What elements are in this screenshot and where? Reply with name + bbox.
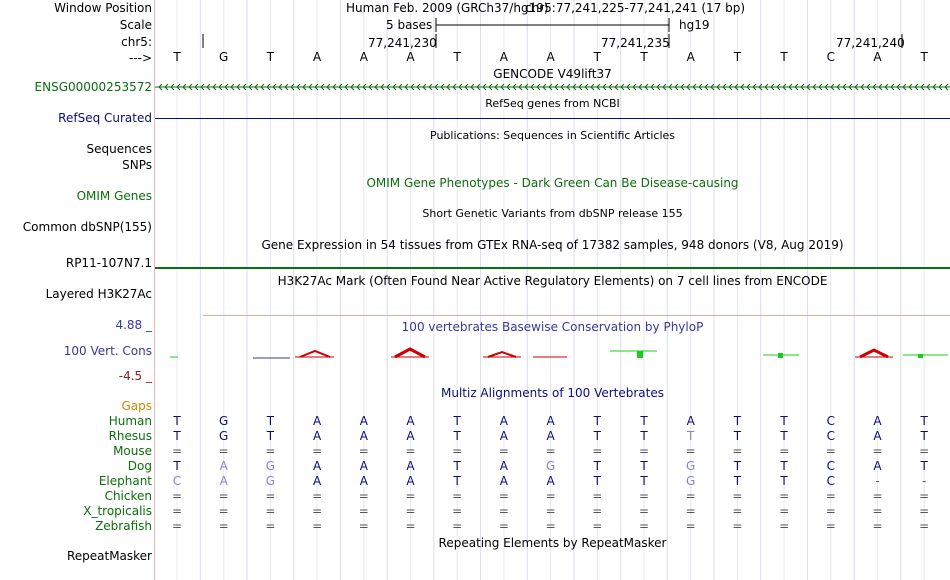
alignment-base: = [452,519,463,533]
alignment-base: = [872,489,883,503]
alignment-base: = [592,489,603,503]
alignment-base: - [922,474,927,488]
alignment-base: = [545,504,556,518]
alignment-base: = [825,444,836,458]
gencode-gene-label[interactable]: ENSG00000253572 [34,80,152,94]
alignment-base: = [312,519,323,533]
dbsnp-track-label[interactable]: Common dbSNP(155) [22,220,152,234]
species-label: Chicken [104,489,152,503]
alignment-base: A [686,414,695,428]
phylop-track-title[interactable]: 100 vertebrates Basewise Conservation by PhyloP [401,320,704,334]
alignment-base: = [872,504,883,518]
alignment-base: T [640,429,648,443]
alignment-base: = [638,504,650,518]
alignment-base: A [873,459,882,473]
alignment-base: = [779,489,790,503]
alignment-base: T [453,459,461,473]
ruler-tick-1: 77,241,230 [368,36,437,50]
alignment-base: T [593,429,601,443]
alignment-base: = [592,504,603,518]
alignment-base: = [265,444,276,458]
alignment-base: = [638,444,650,458]
reference-sequence-row [0,50,950,65]
alignment-base: = [732,504,743,518]
alignment-base: = [825,489,836,503]
alignment-base: A [312,429,322,443]
species-label: Rhesus [108,429,152,443]
species-label: Elephant [98,474,152,488]
alignment-base: T [640,414,648,428]
species-label: X_tropicalis [83,504,152,518]
alignment-base: = [919,504,930,518]
alignment-base: A [359,414,368,428]
alignment-base: A [219,459,228,473]
alignment-base: A [873,414,882,428]
database-label: hg19 [679,18,710,32]
sequence-base: T [453,50,461,64]
sequence-base: C [826,50,835,64]
alignment-base: = [638,519,650,533]
alignment-base: T [920,414,928,428]
species-label: Zebrafish [95,519,152,533]
omim-track-label[interactable]: OMIM Genes [76,189,152,203]
alignment-base: G [219,414,229,428]
alignment-base: T [920,459,928,473]
gtex-gene-bar[interactable] [155,267,950,269]
alignment-base: T [453,429,461,443]
alignment-base: = [685,519,696,533]
alignment-base: A [312,474,322,488]
gtex-gene-label[interactable]: RP11-107N7.1 [65,256,152,270]
alignment-base: = [498,444,509,458]
alignment-base: = [358,519,369,533]
scale-label: Scale [119,18,152,32]
alignment-base: A [499,459,508,473]
alignment-base: C [826,414,835,428]
refseq-track-label[interactable]: RefSeq Curated [58,111,152,125]
repeatmasker-track-label[interactable]: RepeatMasker [66,549,152,563]
phylop-track-label[interactable]: 100 Vert. Cons [63,344,152,358]
alignment-base: T [266,414,275,428]
alignment-base: = [171,504,183,518]
alignment-base: = [919,444,930,458]
alignment-base: A [359,474,368,488]
alignment-base: T [640,459,648,473]
alignment-base: A [406,414,415,428]
alignment-base: T [593,474,601,488]
alignment-base: G [265,474,276,488]
alignment-base: = [685,504,696,518]
alignment-base: T [453,474,461,488]
alignment-base: A [359,429,368,443]
sequence-base: A [499,50,508,64]
alignment-base: A [359,459,368,473]
alignment-base: = [732,489,743,503]
alignment-base: C [826,429,835,443]
repeatmasker-track-title[interactable]: Repeating Elements by RepeatMasker [438,536,667,550]
ruler-tick-3: 77,241,240 [836,36,905,50]
alignment-base: T [733,474,742,488]
alignment-base: C [172,474,182,488]
alignment-base: T [780,474,788,488]
sequence-base: T [266,50,275,64]
alignment-base: T [453,414,461,428]
alignment-base: T [173,429,181,443]
alignment-base: = [358,444,369,458]
sequence-base: A [546,50,555,64]
alignment-base: G [686,474,696,488]
multiz-track-title[interactable]: Multiz Alignments of 100 Vertebrates [440,386,665,400]
alignment-base: A [546,429,555,443]
alignment-base: A [219,474,228,488]
sequence-base: A [406,50,415,64]
alignment-base: = [592,519,603,533]
refseq-track-title[interactable]: RefSeq genes from NCBI [485,97,620,110]
alignment-base: = [171,519,183,533]
sequence-base: T [640,50,648,64]
alignment-base: = [779,504,790,518]
position-range[interactable]: chr5:77,241,225-77,241,241 (17 bp) [525,1,746,15]
alignment-base: G [219,429,229,443]
species-label: Human [108,414,152,428]
ruler-marks [0,34,950,48]
sequence-base: T [173,50,181,64]
phylop-max-label: 4.88 _ [115,318,152,332]
alignment-base: = [545,444,556,458]
alignment-base: T [733,414,742,428]
alignment-base: = [592,444,603,458]
alignment-base: = [405,489,416,503]
alignment-base: = [498,519,509,533]
alignment-base: = [779,519,790,533]
alignment-base: = [825,504,836,518]
alignment-base: A [499,414,508,428]
alignment-base: = [825,519,836,533]
alignment-base: T [780,459,788,473]
alignment-base: = [265,489,276,503]
sequence-base: A [873,50,882,64]
alignment-base: = [405,519,416,533]
alignment-base: G [265,459,276,473]
alignment-base: T [173,414,181,428]
alignment-base: G [545,459,556,473]
sequence-base: G [219,50,229,64]
alignment-base: A [312,414,322,428]
alignment-base: = [685,444,696,458]
alignment-base: A [499,474,508,488]
alignment-base: T [733,429,742,443]
alignment-base: = [779,444,790,458]
alignment-base: - [875,474,880,488]
alignment-base: = [872,519,883,533]
ruler-tick-2: 77,241,235 [601,36,670,50]
snps-track-label[interactable]: SNPs [122,158,152,172]
scale-bar [430,17,675,33]
h3k27ac-signal-line [203,315,950,316]
alignment-base: = [919,519,930,533]
alignment-base: = [218,444,229,458]
h3k27ac-track-title[interactable]: H3K27Ac Mark (Often Found Near Active Regulatory Elements) on 7 cell lines from ENCODE [277,274,828,288]
alignment-base: = [265,519,276,533]
alignment-base: T [733,459,742,473]
alignment-base: A [546,414,555,428]
alignment-base: G [686,459,696,473]
alignment-base: = [545,519,556,533]
alignment-base: A [499,429,508,443]
alignment-base: A [406,474,415,488]
chromosome-label: chr5: [121,35,152,49]
alignment-base: = [265,504,276,518]
alignment-base: = [312,504,323,518]
alignment-base: = [312,489,323,503]
alignment-base: C [826,459,835,473]
gencode-gene-feature[interactable] [155,82,950,92]
alignment-base: A [873,429,882,443]
alignment-base: T [780,414,788,428]
alignment-base: C [826,474,835,488]
alignment-base: = [685,489,696,503]
dbsnp-track-title[interactable]: Short Genetic Variants from dbSNP release 155 [422,207,683,220]
strand-arrow-label: ---> [128,51,152,65]
alignment-base: = [452,489,463,503]
alignment-base: = [452,444,463,458]
alignment-base: = [919,489,930,503]
h3k27ac-track-label[interactable]: Layered H3K27Ac [45,287,152,301]
alignment-base: = [498,504,509,518]
alignment-base: = [872,444,883,458]
sequence-base: A [359,50,368,64]
scale-text: 5 bases [386,18,433,32]
alignment-base: T [266,429,275,443]
alignment-base: = [638,489,650,503]
alignment-base: A [312,459,322,473]
sequence-base: T [920,50,928,64]
alignment-base: = [405,504,416,518]
sequences-track-label[interactable]: Sequences [86,142,152,156]
sequence-base: A [312,50,322,64]
alignment-base: T [173,459,181,473]
alignment-base: = [312,444,323,458]
phylop-conservation-graph [155,345,950,365]
gtex-track-title[interactable]: Gene Expression in 54 tissues from GTEx RNA-seq of 17382 samples, 948 donors (V8, Aug 2019) [261,238,844,252]
alignment-base: = [405,444,416,458]
publications-track-title[interactable]: Publications: Sequences in Scientific Articles [430,129,675,142]
alignment-base: T [780,429,788,443]
sequence-base: A [686,50,695,64]
alignment-base: A [406,429,415,443]
alignment-base: T [593,459,601,473]
alignment-base: = [358,504,369,518]
omim-track-title[interactable]: OMIM Gene Phenotypes - Dark Green Can Be Disease-causing [366,176,739,190]
alignment-base: = [218,519,229,533]
alignment-base: T [687,429,695,443]
window-position-label: Window Position [54,1,152,15]
sequence-base: T [780,50,788,64]
assembly-title: Human Feb. 2009 (GRCh37/hg19) [346,1,549,15]
alignment-base: = [732,519,743,533]
alignment-base: = [218,489,229,503]
alignment-base: = [358,489,369,503]
alignment-base: = [171,444,183,458]
alignment-base: = [171,489,183,503]
alignment-base: = [545,489,556,503]
species-label: Dog [127,459,152,473]
sequence-base: T [593,50,601,64]
alignment-base: = [732,444,743,458]
alignment-base: T [593,414,601,428]
alignment-base: A [406,459,415,473]
phylop-min-label: -4.5 _ [118,369,152,383]
species-label: Mouse [113,444,152,458]
refseq-gene-line[interactable] [155,118,950,119]
alignment-base: = [218,504,229,518]
alignment-base: = [498,489,509,503]
alignment-base: T [640,474,648,488]
alignment-base: T [920,429,928,443]
sequence-base: T [733,50,742,64]
alignment-base: A [546,474,555,488]
gencode-track-title[interactable]: GENCODE V49lift37 [493,67,612,81]
alignment-base: = [452,504,463,518]
gaps-track-label[interactable]: Gaps [121,399,152,413]
